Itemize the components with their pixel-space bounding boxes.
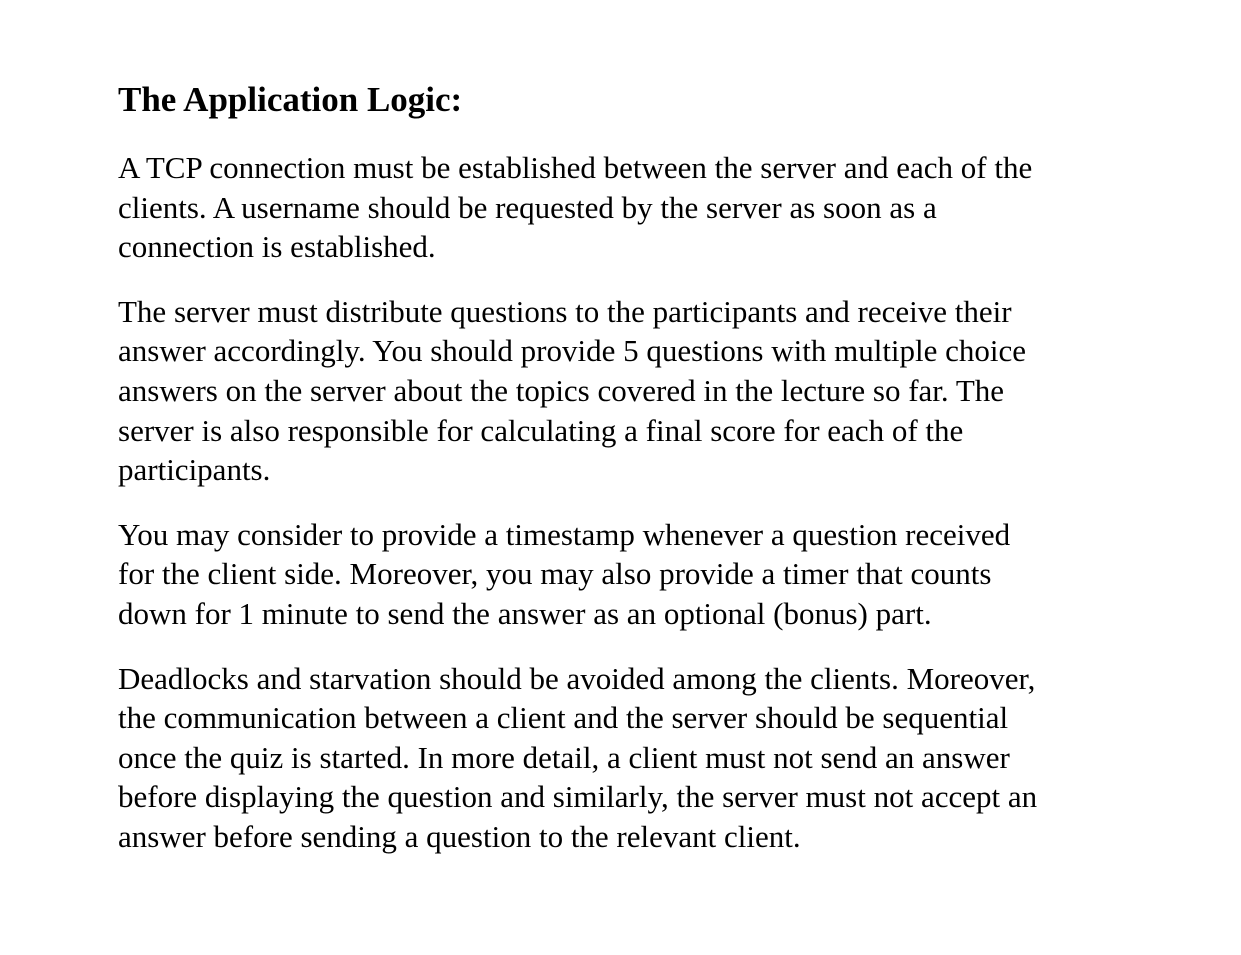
paragraph-line: clients. A username should be requested by the server as soon as a [118, 189, 937, 225]
paragraph-line: The server must distribute questions to the participants and receive their [118, 293, 1012, 329]
paragraph-line: down for 1 minute to send the answer as an optional (bonus) part. [118, 595, 932, 631]
paragraph-server-questions [118, 292, 1128, 490]
paragraph-timestamp-timer [118, 515, 1128, 634]
paragraph-tcp-connection [118, 148, 1128, 267]
paragraph-line: the communication between a client and the server should be sequential [118, 700, 1009, 736]
paragraph-line: Deadlocks and starvation should be avoided among the clients. Moreover, [118, 660, 1036, 696]
paragraph-line: answers on the server about the topics covered in the lecture so far. The [118, 372, 1005, 408]
paragraph-deadlocks [118, 659, 1128, 857]
paragraph-line: answer accordingly. You should provide 5 questions with multiple choice [118, 333, 1027, 369]
paragraph-line: for the client side. Moreover, you may also provide a timer that counts [118, 556, 992, 592]
paragraph-line: connection is established. [118, 229, 436, 265]
section-heading: The Application Logic: [118, 80, 463, 119]
paragraph-line: once the quiz is started. In more detail, a client must not send an answer [118, 739, 1010, 775]
paragraph-line: answer before sending a question to the relevant client. [118, 818, 801, 854]
paragraph-line: before displaying the question and similarly, the server must not accept an [118, 779, 1038, 815]
paragraph-line: server is also responsible for calculating a final score for each of the [118, 412, 964, 448]
paragraph-line: participants. [118, 452, 271, 488]
paragraph-line: You may consider to provide a timestamp whenever a question received [118, 516, 1011, 552]
paragraph-line: A TCP connection must be established between the server and each of the [118, 150, 1033, 185]
document-page [118, 78, 1128, 882]
